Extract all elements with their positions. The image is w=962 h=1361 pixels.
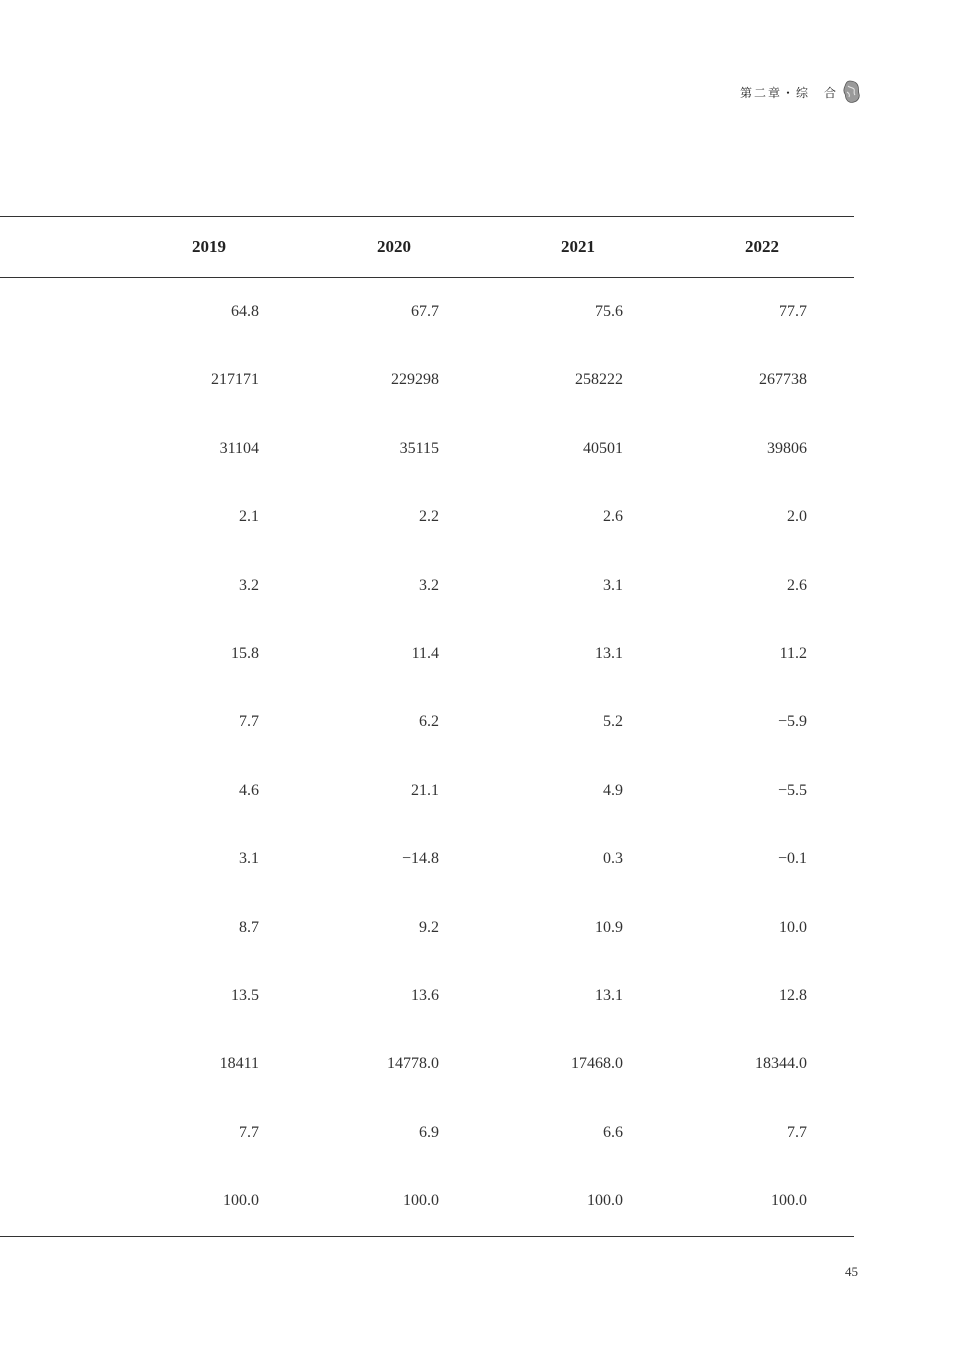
table-cell: 14778.0 xyxy=(387,1055,439,1073)
table-row xyxy=(0,776,854,806)
table-cell: 7.7 xyxy=(239,713,259,731)
table-cell: 64.8 xyxy=(231,303,259,320)
table-cell: 75.6 xyxy=(595,303,623,320)
table-cell: 67.7 xyxy=(411,303,439,320)
table-header-row xyxy=(0,217,854,277)
table-cell: 100.0 xyxy=(587,1192,623,1210)
table-cell: 6.2 xyxy=(419,713,439,731)
table-cell: 3.1 xyxy=(239,850,259,868)
table-cell: 10.9 xyxy=(595,918,623,936)
column-header-3: 2022 xyxy=(745,237,779,256)
table-header-rule xyxy=(0,277,854,278)
table-cell: 100.0 xyxy=(223,1192,259,1210)
table-cell: 10.0 xyxy=(779,918,807,936)
table-row xyxy=(0,639,854,669)
table-cell: 11.2 xyxy=(779,645,807,662)
page-number: 45 xyxy=(845,1264,858,1279)
table-row xyxy=(0,297,854,327)
table-cell: 12.8 xyxy=(779,987,807,1004)
table-cell: 40501 xyxy=(583,439,623,457)
table-cell: 2.6 xyxy=(787,576,807,594)
table-cell: 2.0 xyxy=(787,508,807,526)
table-cell: 18344.0 xyxy=(755,1055,807,1073)
table-cell: 2.2 xyxy=(419,508,439,526)
table-cell: 31104 xyxy=(219,439,259,457)
table-cell: 7.7 xyxy=(239,1123,259,1141)
table-cell: 6.9 xyxy=(419,1123,439,1141)
table-cell: 2.1 xyxy=(239,508,259,526)
table-cell: 3.1 xyxy=(603,576,623,594)
column-header-2: 2021 xyxy=(561,237,595,256)
table-cell: 3.2 xyxy=(239,576,259,594)
table-cell: 77.7 xyxy=(779,303,807,320)
table-cell: 5.2 xyxy=(603,713,623,731)
table-cell: 267738 xyxy=(759,371,807,389)
table-row xyxy=(0,571,854,601)
table-cell: 0.3 xyxy=(603,850,623,868)
table-bottom-rule xyxy=(0,1236,854,1237)
table-cell: −5.9 xyxy=(777,713,807,731)
table-cell: 13.1 xyxy=(595,645,623,662)
table-row xyxy=(0,1186,854,1216)
table-cell: 100.0 xyxy=(403,1192,439,1210)
column-header-0: 2019 xyxy=(192,237,226,256)
table-row xyxy=(0,1049,854,1079)
chapter-title: 第二章・综 合 xyxy=(739,85,838,100)
table-cell: 7.7 xyxy=(787,1123,807,1141)
table-row xyxy=(0,365,854,395)
table-cell: 13.1 xyxy=(595,987,623,1004)
table-row xyxy=(0,502,854,532)
table-cell: 13.6 xyxy=(411,987,439,1004)
table-row xyxy=(0,844,854,874)
table-row xyxy=(0,1118,854,1148)
table-cell: 4.9 xyxy=(603,781,623,799)
table-cell: 217171 xyxy=(211,371,259,389)
table-cell: 15.8 xyxy=(231,645,259,662)
table-cell: 39806 xyxy=(767,439,807,457)
table-cell: 4.6 xyxy=(239,781,259,799)
table-cell: 6.6 xyxy=(603,1123,623,1141)
table-cell: 100.0 xyxy=(771,1192,807,1210)
table-cell: −5.5 xyxy=(777,781,807,799)
table-cell: 2.6 xyxy=(603,508,623,526)
table-cell: 258222 xyxy=(575,371,623,389)
table-cell: 21.1 xyxy=(411,781,439,799)
table-cell: 3.2 xyxy=(419,576,439,594)
table-cell: 18411 xyxy=(219,1055,259,1073)
table-row xyxy=(0,434,854,464)
table-cell: 229298 xyxy=(391,371,439,389)
table-cell: 9.2 xyxy=(419,918,439,936)
running-head xyxy=(720,80,860,104)
table-cell: −0.1 xyxy=(777,850,807,868)
table-cell: 17468.0 xyxy=(571,1055,623,1073)
table-cell: 13.5 xyxy=(231,987,259,1004)
table-row xyxy=(0,913,854,943)
map-outline-icon xyxy=(842,80,860,104)
table-cell: −14.8 xyxy=(401,850,439,868)
table-row xyxy=(0,981,854,1011)
column-header-1: 2020 xyxy=(377,237,411,256)
table-cell: 8.7 xyxy=(239,918,259,936)
table-row xyxy=(0,707,854,737)
table-cell: 11.4 xyxy=(411,645,439,662)
table-cell: 35115 xyxy=(399,439,439,457)
